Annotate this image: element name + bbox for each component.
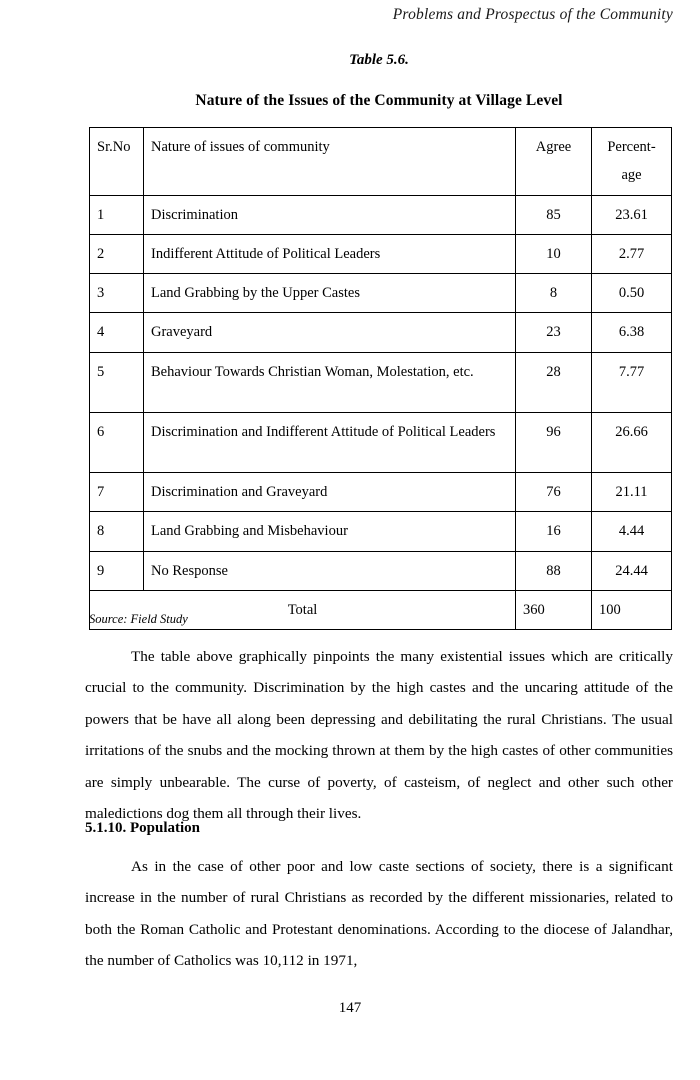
cell-nature: Graveyard xyxy=(144,313,516,352)
cell-sr-no: 3 xyxy=(90,274,144,313)
table-row xyxy=(90,274,672,313)
cell-sr-no: 6 xyxy=(90,412,144,472)
cell-agree: 10 xyxy=(516,234,592,273)
table-row xyxy=(90,412,672,472)
cell-percentage: 4.44 xyxy=(592,512,672,551)
table-row xyxy=(90,473,672,512)
table-source-note: Source: Field Study xyxy=(89,612,188,626)
cell-sr-no: 8 xyxy=(90,512,144,551)
body-paragraph-1-text: The table above graphically pinpoints the many existential issues which are critically crucial to the community. Discrimination by the high castes and the uncaring attitude of the powers that be have all along been depressing and debilitating the rural Christians. The usual irritations of the snubs and the mocking thrown at them by the high castes of other communities are simply unbearable. The curse of poverty, of casteism, of neglect and other such other maledictions dog them all through their lives. xyxy=(85,648,673,823)
column-header-nature: Nature of issues of community xyxy=(144,128,516,196)
cell-nature: Behaviour Towards Christian Woman, Molestation, etc. xyxy=(144,352,516,412)
issues-table-container xyxy=(89,127,671,630)
cell-nature: Discrimination and Graveyard xyxy=(144,473,516,512)
table-row xyxy=(90,313,672,352)
cell-percentage: 26.66 xyxy=(592,412,672,472)
cell-percentage: 2.77 xyxy=(592,234,672,273)
cell-nature: Land Grabbing and Misbehaviour xyxy=(144,512,516,551)
cell-total-label: Total xyxy=(90,590,516,629)
running-head: Problems and Prospectus of the Community xyxy=(392,6,673,23)
table-row xyxy=(90,551,672,590)
table-title-caption: Nature of the Issues of the Community at Village Level xyxy=(195,92,563,109)
cell-sr-no: 1 xyxy=(90,195,144,234)
cell-nature: No Response xyxy=(144,551,516,590)
cell-nature: Discrimination and Indifferent Attitude of Political Leaders xyxy=(144,412,516,472)
cell-total-agree: 360 xyxy=(516,590,592,629)
cell-agree: 76 xyxy=(516,473,592,512)
table-row xyxy=(90,195,672,234)
page-number: 147 xyxy=(338,1000,362,1016)
cell-agree: 28 xyxy=(516,352,592,412)
cell-nature: Land Grabbing by the Upper Castes xyxy=(144,274,516,313)
table-row xyxy=(90,352,672,412)
cell-sr-no: 5 xyxy=(90,352,144,412)
cell-sr-no: 9 xyxy=(90,551,144,590)
cell-sr-no: 2 xyxy=(90,234,144,273)
issues-table xyxy=(89,127,672,630)
table-number-caption: Table 5.6. xyxy=(349,52,409,68)
cell-sr-no: 4 xyxy=(90,313,144,352)
table-row xyxy=(90,234,672,273)
column-header-agree: Agree xyxy=(516,128,592,196)
column-header-percentage xyxy=(592,128,672,196)
cell-agree: 85 xyxy=(516,195,592,234)
cell-percentage: 7.77 xyxy=(592,352,672,412)
column-header-sr-no: Sr.No xyxy=(90,128,144,196)
cell-percentage: 23.61 xyxy=(592,195,672,234)
cell-agree: 23 xyxy=(516,313,592,352)
cell-percentage: 0.50 xyxy=(592,274,672,313)
body-paragraph-1 xyxy=(85,641,673,830)
body-paragraph-2-text: As in the case of other poor and low caste sections of society, there is a significant increase in the number of rural Christians as recorded by the different missionaries, related to both the Roman Catholic and Protestant denominations. According to the diocese of Jalandhar, the number of Catholics was 10,112 in 1971, xyxy=(85,858,673,970)
cell-nature: Discrimination xyxy=(144,195,516,234)
cell-total-percentage: 100 xyxy=(592,590,672,629)
cell-agree: 16 xyxy=(516,512,592,551)
body-paragraph-2 xyxy=(85,851,673,977)
cell-agree: 96 xyxy=(516,412,592,472)
table-row xyxy=(90,512,672,551)
cell-percentage: 6.38 xyxy=(592,313,672,352)
cell-sr-no: 7 xyxy=(90,473,144,512)
table-header-row xyxy=(90,128,672,196)
column-header-percentage-line1: Percent- xyxy=(607,139,656,155)
column-header-percentage-line2: age xyxy=(621,167,642,184)
cell-percentage: 21.11 xyxy=(592,473,672,512)
cell-nature: Indifferent Attitude of Political Leaders xyxy=(144,234,516,273)
cell-percentage: 24.44 xyxy=(592,551,672,590)
cell-agree: 88 xyxy=(516,551,592,590)
section-heading-population: 5.1.10. Population xyxy=(85,820,201,836)
cell-agree: 8 xyxy=(516,274,592,313)
